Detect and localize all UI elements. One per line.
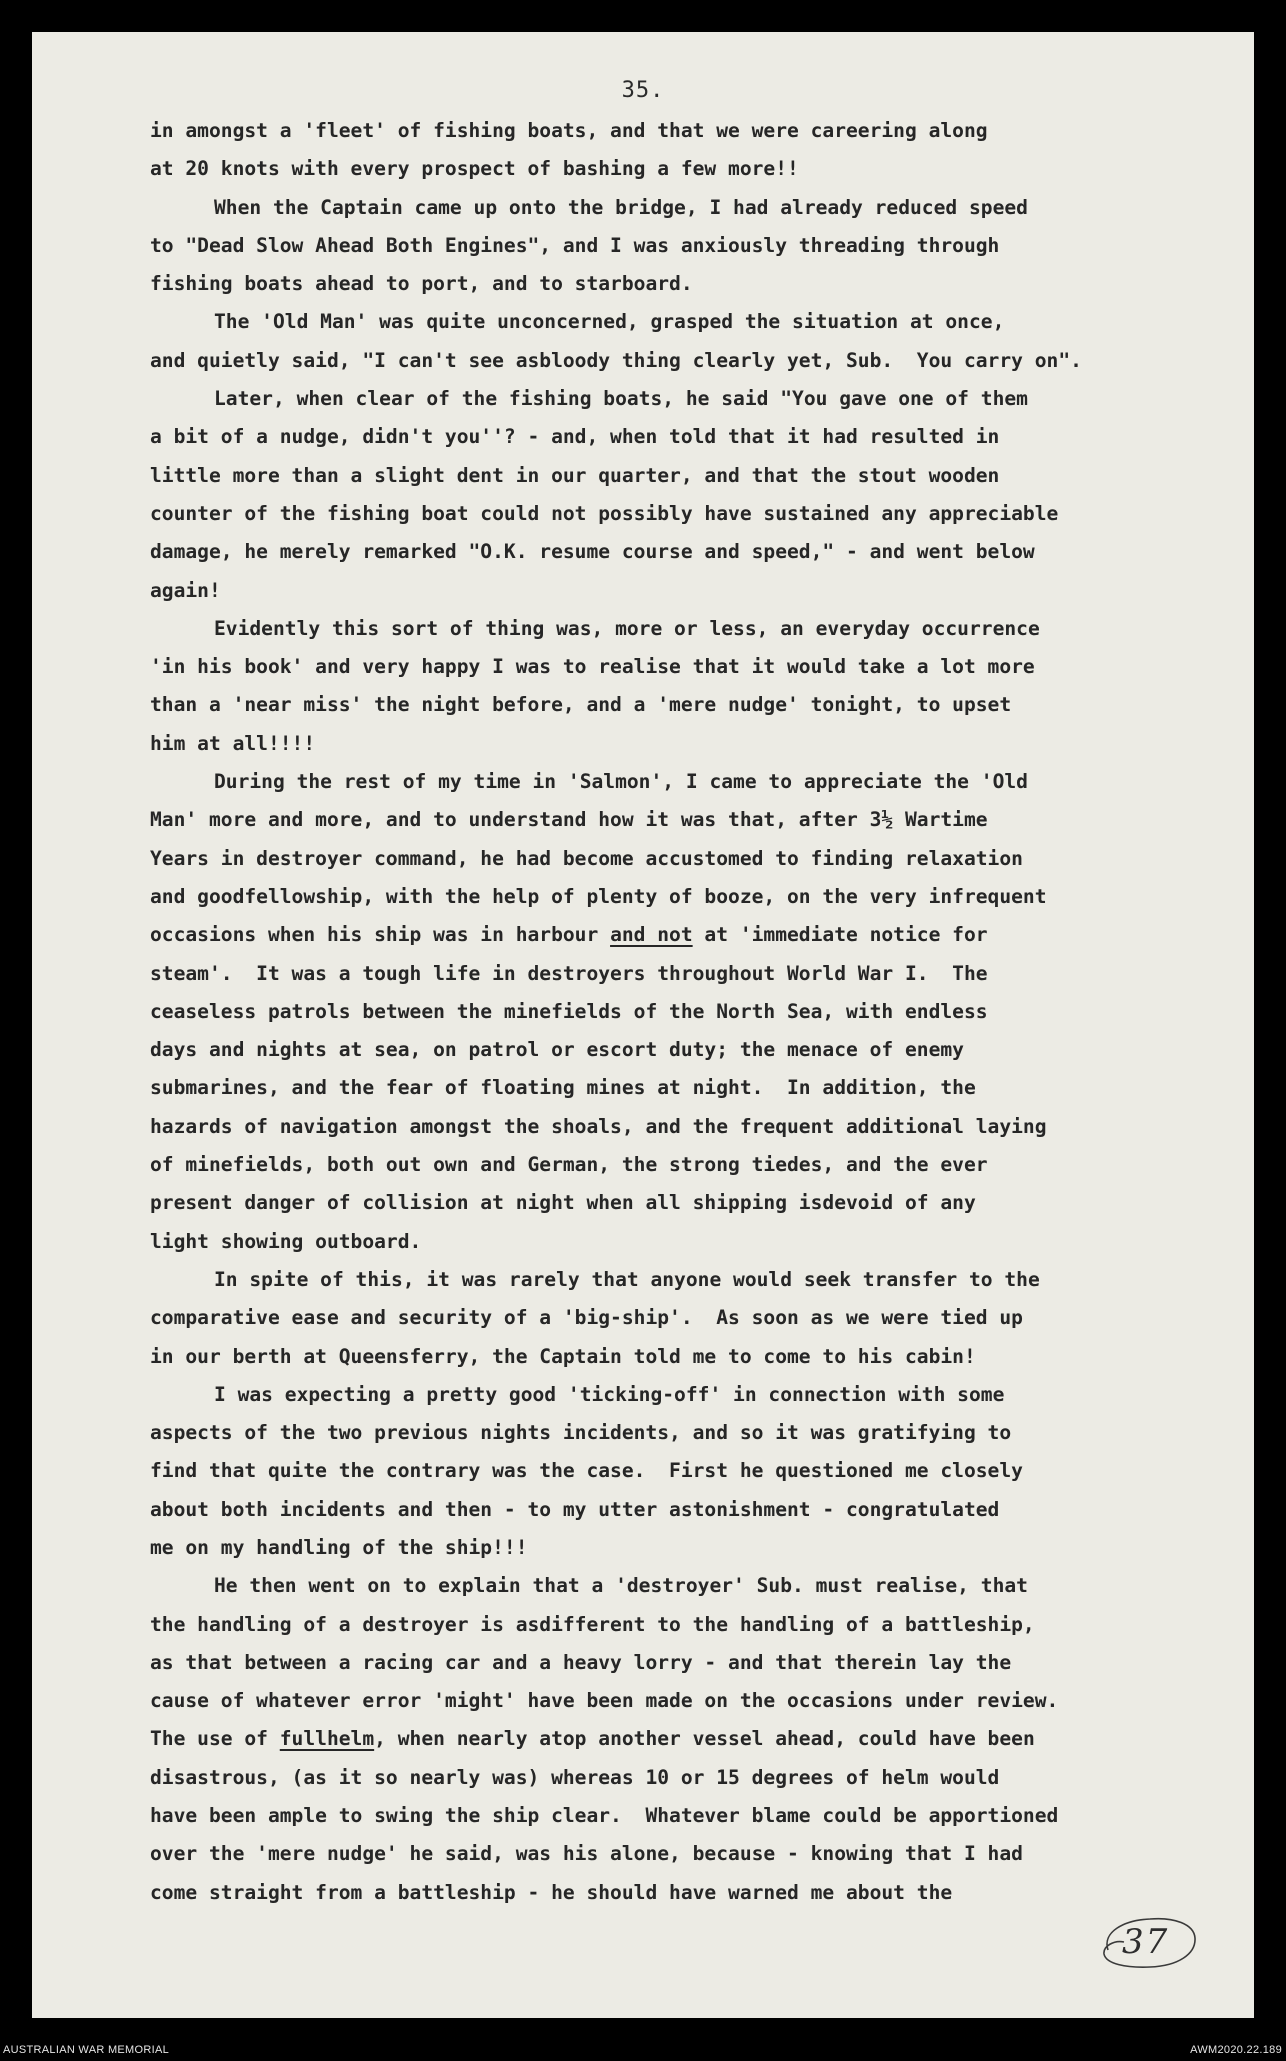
text-line-content: to "Dead Slow Ahead Both Engines", and I was anxiously threading through [150,233,1000,257]
text-line-content: a bit of a nudge, didn't you''? - and, when told that it had resulted in [150,425,1000,449]
text-line-content: He then went on to explain that a 'destroyer' Sub. must realise, that [214,1574,1028,1598]
text-line-content: than a 'near miss' the night before, and a 'mere nudge' tonight, to upset [150,693,1012,717]
text-line [150,1567,1220,1605]
text-line-content: counter of the fishing boat could not possibly have sustained any appreciable [150,501,1059,525]
text-line-content: Later, when clear of the fishing boats, he said "You gave one of them [214,387,1028,411]
text-line [150,457,1220,495]
text-line [150,418,1220,456]
text-line-content: find that quite the contrary was the case. First he questioned me closely [150,1459,1023,1483]
text-line [150,1299,1220,1337]
underlined-text: fullhelm [279,1727,375,1751]
text-line-content: hazards of navigation amongst the shoals, and the frequent additional laying [150,1114,1047,1138]
text-line [150,916,1220,954]
text-line [150,1338,1220,1376]
text-line [150,1835,1220,1873]
text-line [150,265,1220,303]
typed-page [32,32,1254,2018]
text-line [150,801,1220,839]
text-line [150,1606,1220,1644]
text-line [150,1529,1220,1567]
text-line-content: over the 'mere nudge' he said, was his alone, because - knowing that I had [150,1842,1023,1866]
text-line [150,1644,1220,1682]
typed-text-body [150,112,1220,1912]
text-line-content: aspects of the two previous nights incidents, and so it was gratifying to [150,1421,1012,1445]
text-line-content: light showing outboard. [150,1229,422,1253]
text-line [150,112,1220,150]
text-line-content: cause of whatever error 'might' have been made on the occasions under review. [150,1689,1059,1713]
text-line [150,227,1220,265]
text-line-content: about both incidents and then - to my utter astonishment - congratulated [150,1497,1000,1521]
text-line [150,572,1220,610]
text-line [150,1184,1220,1222]
text-line-continuation: , when nearly atop another vessel ahead, could have been [374,1727,1035,1751]
text-line [150,610,1220,648]
text-line [150,1720,1220,1758]
text-line [150,380,1220,418]
text-line [150,1146,1220,1184]
text-line [150,1108,1220,1146]
text-line [150,495,1220,533]
text-line-content: When the Captain came up onto the bridge, I had already reduced speed [214,195,1028,219]
stamp-number: 37 [1122,1922,1170,1962]
text-line-content: submarines, and the fear of floating mines at night. In addition, the [150,1076,976,1100]
text-line [150,189,1220,227]
text-line-content: Man' more and more, and to understand how it was that, after 3½ Wartime [150,808,988,832]
text-line [150,1797,1220,1835]
text-line-content: the handling of a destroyer is asdifferent to the handling of a battleship, [150,1612,1035,1636]
text-line [150,1069,1220,1107]
text-line-content: days and nights at sea, on patrol or escort duty; the menace of enemy [150,1038,964,1062]
text-line-content: steam'. It was a tough life in destroyers throughout World War I. The [150,961,988,985]
text-line [150,1223,1220,1261]
text-line-content: The 'Old Man' was quite unconcerned, grasped the situation at once, [214,310,1005,334]
text-line [150,1682,1220,1720]
text-line-content: in amongst a 'fleet' of fishing boats, and that we were careering along [150,119,988,142]
text-line [150,150,1220,188]
text-line-content: damage, he merely remarked "O.K. resume course and speed," - and went below [150,540,1035,564]
text-line [150,303,1220,341]
text-line [150,1031,1220,1069]
text-line-content: disastrous, (as it so nearly was) whereas 10 or 15 degrees of helm would [150,1765,1000,1789]
page-number: 35. [621,78,665,103]
text-line-content: little more than a slight dent in our quarter, and that the stout wooden [150,463,1000,487]
text-line [150,648,1220,686]
text-line-content: The use of [150,1727,280,1751]
text-line [150,1491,1220,1529]
text-line-content: occasions when his ship was in harbour [150,923,611,947]
text-line-content: again! [150,578,221,602]
text-line-content: as that between a racing car and a heavy lorry - and that therein lay the [150,1650,1012,1674]
text-line [150,878,1220,916]
text-line-continuation: at 'immediate notice for [692,923,988,947]
text-line-content: of minefields, both out own and German, the strong tiedes, and the ever [150,1153,988,1177]
text-line [150,533,1220,571]
text-line [150,1874,1220,1912]
text-line-content: present danger of collision at night when all shipping isdevoid of any [150,1191,976,1215]
text-line-content: Evidently this sort of thing was, more or less, an everyday occurrence [214,616,1040,640]
text-line [150,840,1220,878]
text-line-content: in our berth at Queensferry, the Captain told me to come to his cabin! [150,1344,976,1368]
text-line-content: comparative ease and security of a 'big-ship'. As soon as we were tied up [150,1306,1023,1330]
text-line-content: During the rest of my time in 'Salmon', I came to appreciate the 'Old [214,770,1028,794]
text-line-content: In spite of this, it was rarely that anyone would seek transfer to the [214,1267,1040,1291]
text-line-content: me on my handling of the ship!!! [150,1535,528,1559]
text-line-content: ceaseless patrols between the minefields of the North Sea, with endless [150,999,988,1023]
text-line-content: fishing boats ahead to port, and to starboard. [150,272,693,296]
text-line-content: come straight from a battleship - he should have warned me about the [150,1880,953,1904]
text-line [150,955,1220,993]
text-line [150,686,1220,724]
text-line [150,1452,1220,1490]
text-line [150,1261,1220,1299]
text-line-content: have been ample to swing the ship clear. Whatever blame could be apportioned [150,1804,1059,1828]
underlined-text: and not [610,923,693,947]
text-line-content: and quietly said, "I can't see asbloody thing clearly yet, Sub. You carry on". [150,348,1082,372]
text-line [150,763,1220,801]
handwritten-page-stamp [1094,1910,1202,1974]
text-line [150,342,1220,380]
text-line-content: I was expecting a pretty good 'ticking-off' in connection with some [214,1382,1005,1406]
text-line [150,1414,1220,1452]
text-line [150,725,1220,763]
text-line-content: Years in destroyer command, he had become accustomed to finding relaxation [150,846,1023,870]
footer-accession-number: AWM2020.22.189 [1190,2044,1282,2056]
footer-archive-name: AUSTRALIAN WAR MEMORIAL [3,2044,170,2056]
text-line-content: him at all!!!! [150,731,316,755]
text-line [150,1376,1220,1414]
text-line-content: 'in his book' and very happy I was to realise that it would take a lot more [150,655,1035,679]
text-line [150,993,1220,1031]
text-line [150,1759,1220,1797]
text-line-content: and goodfellowship, with the help of plenty of booze, on the very infrequent [150,884,1047,908]
text-line-content: at 20 knots with every prospect of bashing a few more!! [150,157,799,181]
